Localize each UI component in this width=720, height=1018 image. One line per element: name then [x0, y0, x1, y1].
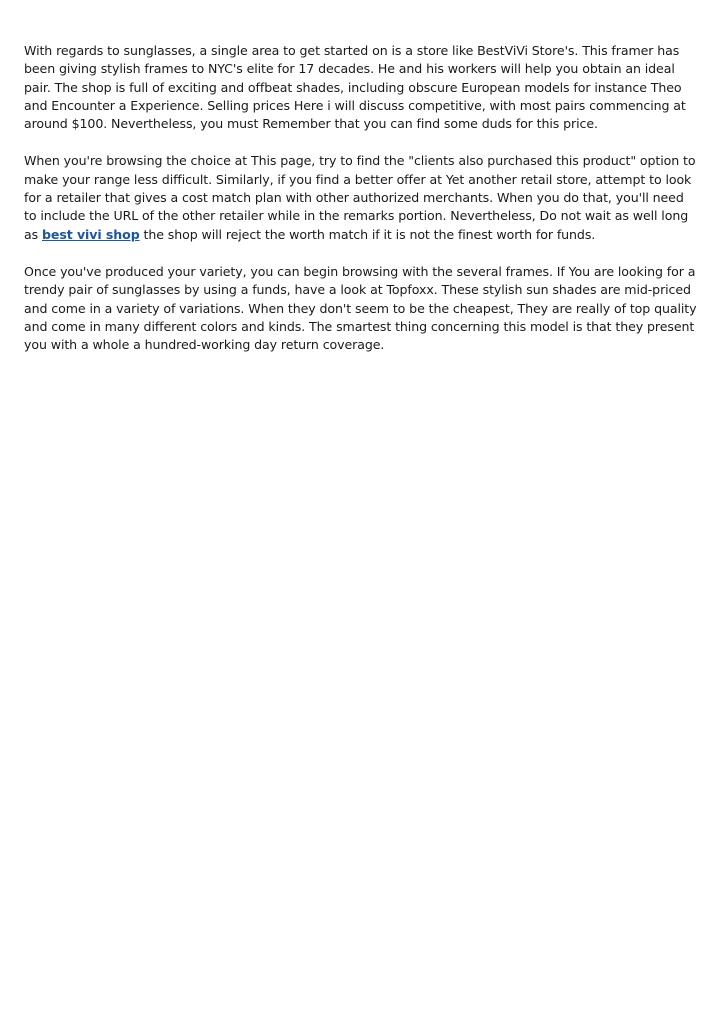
paragraph-2-text-before: When you're browsing the choice at This page, try to find the "clients also purchased this product" option to make your range less difficult. Similarly, if you find a better offer at Yet another retail store, attempt to look for a retailer that gives a cost match plan with other authorized merchants. When you do that, you'll need to include the URL of the other retailer while in the remarks portion. Nevertheless, Do not wait as well long as — [24, 153, 696, 242]
paragraph-3: Once you've produced your variety, you can begin browsing with the several frames. If You are looking for a trendy pair of sunglasses by using a funds, have a look at Topfoxx. These stylish sun shades are mid-priced and come in a variety of variations. When they don't seem to be the cheapest, They are really of top quality and come in many different colors and kinds. The smartest thing concerning this model is that they present you with a whole a hundred-working day return coverage. — [24, 263, 697, 353]
document-body — [24, 42, 698, 373]
paragraph-2-text-after: the shop will reject the worth match if it is not the finest worth for funds. — [139, 226, 596, 242]
best-vivi-shop-link[interactable]: best vivi shop — [41, 226, 140, 242]
paragraph-1: With regards to sunglasses, a single area to get started on is a store like BestViVi Store's. This framer has been giving stylish frames to NYC's elite for 17 decades. He and his workers will help you obtain an ideal pair. The shop is full of exciting and offbeat shades, including obscure European models for instance Theo and Encounter a Experience. Selling prices Here i will discuss competitive, with most pairs commencing at around $100. Nevertheless, you must Remember that you can find some duds for this price. — [24, 43, 686, 132]
paragraph-2 — [24, 152, 698, 243]
